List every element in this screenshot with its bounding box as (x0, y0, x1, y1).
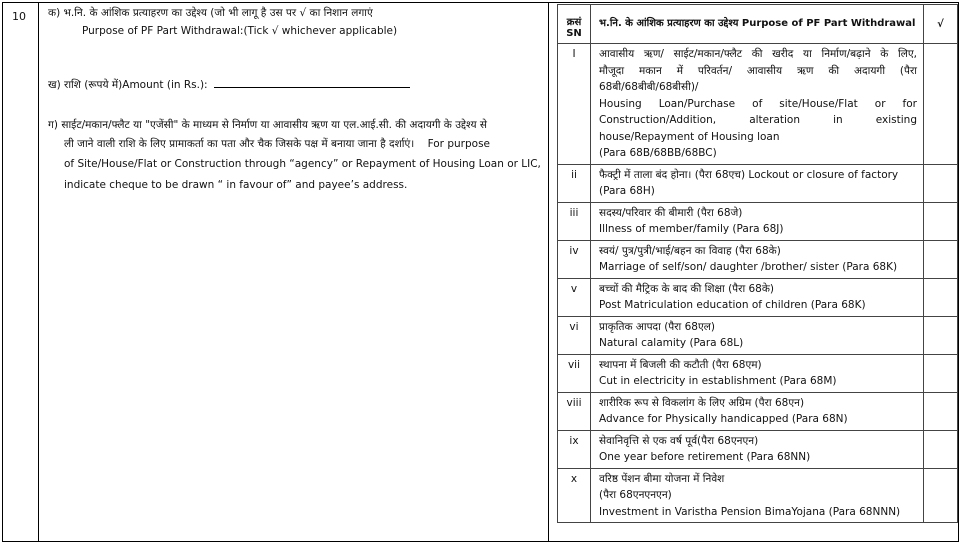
row-tick-box[interactable] (924, 316, 958, 354)
row-tick-box[interactable] (924, 202, 958, 240)
row-sn: viii (558, 392, 591, 430)
row-purpose (591, 202, 924, 240)
row-purpose-line: स्थापना में बिजली की कटौती (पैरा 68एम) (599, 358, 762, 371)
row-purpose-line: Cut in electricity in establishment (Para 68M) (599, 375, 837, 387)
amount-input-line[interactable] (214, 76, 410, 88)
row-purpose (591, 316, 924, 354)
row-purpose (591, 468, 924, 523)
header-purpose: भ.नि. के आंशिक प्रत्याहरण का उद्देश्य Purpose of PF Part Withdrawal (591, 5, 924, 44)
next-row-edge (0, 527, 962, 533)
table-row (558, 468, 958, 523)
row-purpose-line: मौजूदा मकान में परिवर्तन/ आवासीय ऋण की अदायगी (पैरा (599, 64, 917, 77)
row-purpose-line: फैक्ट्री में ताला बंद होना। (पैरा 68एच) Lockout or closure of factory (599, 168, 899, 181)
row-tick-box[interactable] (924, 240, 958, 278)
row-purpose-line: Marriage of self/son/ daughter /brother/ sister (Para 68K) (599, 261, 898, 273)
table-row (558, 202, 958, 240)
row-sn: v (558, 278, 591, 316)
row-purpose (591, 354, 924, 392)
amount-label: ख) राशि (रूपये में)Amount (in Rs.): (48, 79, 208, 91)
row-tick-box[interactable] (924, 44, 958, 165)
table-row (558, 164, 958, 202)
table-header-row (558, 5, 958, 44)
row-sn: iii (558, 202, 591, 240)
row-purpose-line: शारीरिक रूप से विकलांग के लिए अग्रिम (पैरा 68एन) (599, 396, 805, 409)
purpose-table (557, 4, 958, 523)
table-row (558, 316, 958, 354)
row-sn: ii (558, 164, 591, 202)
row-purpose (591, 278, 924, 316)
row-purpose-line: आवासीय ऋण/ साईट/मकान/फ्लैट की खरीद या निर्माण/बढ़ाने के लिए, (599, 48, 917, 60)
row-purpose-line: (Para 68B/68BB/68BC) (599, 147, 717, 159)
header-tick: √ (924, 5, 958, 44)
row-tick-box[interactable] (924, 354, 958, 392)
cheque-instruction-line-4: indicate cheque to be drawn “ in favour of” and payee’s address. (64, 179, 408, 191)
table-row (558, 44, 958, 165)
row-purpose-line: वरिष्ठ पेंशन बीमा योजना में निवेश (599, 472, 725, 485)
header-sn (558, 5, 591, 44)
row-purpose-line: स्वयं/ पुत्र/पुत्री/भाई/बहन का विवाह (पैरा 68के) (599, 244, 781, 257)
row-purpose-line: बच्चों की मैट्रिक के बाद की शिक्षा (पैरा 68के) (599, 282, 775, 295)
row-tick-box[interactable] (924, 430, 958, 468)
row-tick-box[interactable] (924, 278, 958, 316)
row-purpose-line: प्राकृतिक आपदा (पैरा 68एल) (599, 320, 715, 333)
row-purpose (591, 240, 924, 278)
row-purpose-line: Post Matriculation education of children (Para 68K) (599, 299, 866, 311)
row-purpose-line: सेवानिवृत्ति से एक वर्ष पूर्व(पैरा 68एनएन) (599, 434, 759, 447)
table-row (558, 354, 958, 392)
row-sn: x (558, 468, 591, 523)
row-number: 10 (12, 10, 26, 23)
cheque-instruction-line-1: ग) साईट/मकान/फ्लैट या "एजेंसी" के माध्यम से निर्माण या आवासीय ऋण या एल.आई.सी. की अदायगी के उद्देश्य से (48, 119, 488, 131)
row-purpose-line: (Para 68H) (599, 185, 655, 197)
row-purpose-line: Natural calamity (Para 68L) (599, 337, 744, 349)
table-row (558, 278, 958, 316)
row-purpose-line: Advance for Physically handicapped (Para 68N) (599, 413, 848, 425)
row-purpose-line: One year before retirement (Para 68NN) (599, 451, 811, 463)
row-tick-box[interactable] (924, 164, 958, 202)
column-divider-main (548, 2, 549, 542)
cheque-instruction-line-2-hindi: ली जाने वाली राशि के लिए प्रामाकर्ता का पता और चैक जिसके पक्ष में बनाया जाना है दर्शाएं। (64, 138, 415, 150)
purpose-heading-english: Purpose of PF Part Withdrawal:(Tick √ whichever applicable) (82, 25, 398, 37)
table-row (558, 240, 958, 278)
cheque-instruction-line-2 (64, 137, 490, 152)
row-purpose-line: Housing Loan/Purchase of site/House/Flat or for (599, 97, 917, 110)
row-sn: vii (558, 354, 591, 392)
row-purpose (591, 392, 924, 430)
cheque-instruction-line-2-english: For purpose (427, 138, 490, 150)
row-tick-box[interactable] (924, 392, 958, 430)
row-purpose (591, 430, 924, 468)
table-row (558, 430, 958, 468)
row-tick-box[interactable] (924, 468, 958, 523)
header-sn-hindi: क्रसं (566, 16, 582, 28)
row-purpose (591, 44, 924, 165)
row-purpose-line: (पैरा 68एनएनएन) (599, 489, 672, 501)
row-purpose-line: house/Repayment of Housing loan (599, 130, 780, 143)
purpose-heading-hindi: क) भ.नि. के आंशिक प्रत्याहरण का उद्देश्य (जो भी लागू है उस पर √ का निशान लगाएं (48, 7, 373, 19)
row-purpose-line: Investment in Varistha Pension BimaYojana (Para 68NNN) (599, 505, 901, 518)
row-sn: iv (558, 240, 591, 278)
cheque-instruction-line-3: of Site/House/Flat or Construction through “agency” or Repayment of Housing Loan or LIC, (64, 158, 541, 170)
row-purpose-line: सदस्य/परिवार की बीमारी (पैरा 68जे) (599, 206, 743, 219)
amount-field[interactable] (48, 76, 410, 93)
row-purpose-line: Illness of member/family (Para 68J) (599, 223, 784, 235)
row-purpose-line: Construction/Addition, alteration in existing (599, 114, 917, 126)
row-purpose-line: 68बी/68बीबी/68बीसी)/ (599, 81, 699, 93)
row-sn: I (558, 44, 591, 165)
row-sn: ix (558, 430, 591, 468)
row-purpose (591, 164, 924, 202)
table-row (558, 392, 958, 430)
header-sn-english: SN (566, 27, 582, 39)
row-sn: vi (558, 316, 591, 354)
column-divider-number (38, 2, 39, 542)
